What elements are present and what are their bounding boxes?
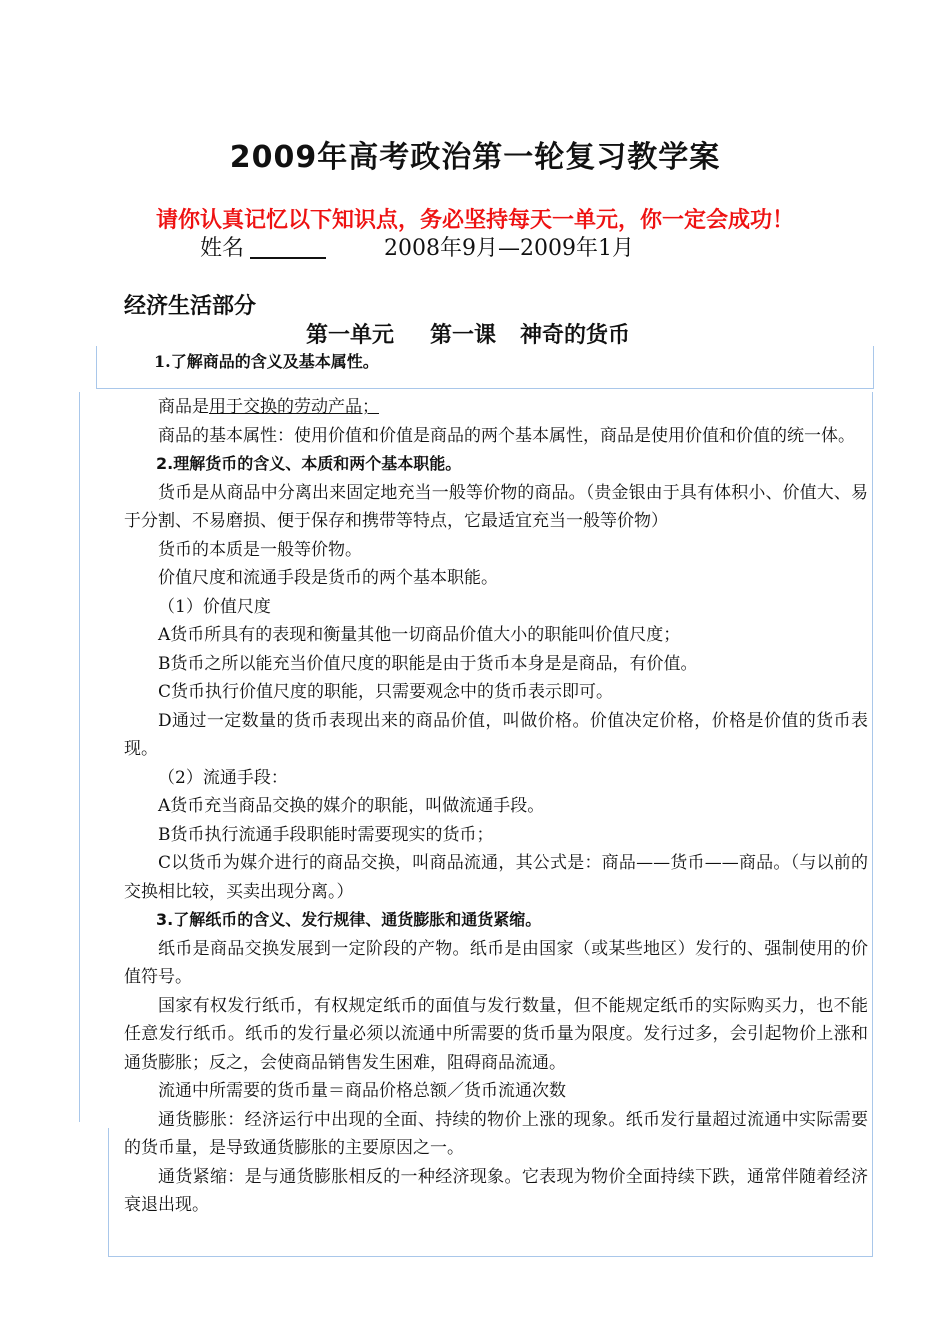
text-span: 商品是 <box>158 397 209 417</box>
name-date-line <box>200 231 634 262</box>
paragraph: 货币的本质是一般等价物。 <box>158 539 362 560</box>
paragraph: 纸币是商品交换发展到一定阶段的产物。纸币是由国家（或某些地区）发行的、强制使用的价值符号。 <box>124 938 868 987</box>
name-label: 姓名 <box>200 236 245 261</box>
date-range: 2008年9月—2009年1月 <box>384 236 634 261</box>
motto-text: 请你认真记忆以下知识点，务必坚持每天一单元，你一定会成功！ <box>155 208 794 233</box>
paragraph: C货币执行价值尺度的职能，只需要观念中的货币表示即可。 <box>158 682 614 702</box>
paragraph: 通货膨胀：经济运行中出现的全面、持续的物价上涨的现象。纸币发行量超过流通中实际需要的货币量，是导致通货膨胀的主要原因之一。 <box>124 1109 868 1158</box>
lesson-title: 神奇的货币 <box>520 323 631 348</box>
paragraph: 货币是从商品中分离出来固定地充当一般等价物的商品。（贵金银由于具有体积小、价值大、易于分割、不易磨损、便于保存和携带等特点，它最适宜充当一般等价物） <box>124 482 868 531</box>
paragraph: B货币执行流通手段职能时需要现实的货币； <box>158 824 494 845</box>
paragraph: 流通中所需要的货币量＝商品价格总额／货币流通次数 <box>158 1081 566 1101</box>
paragraph: B货币之所以能充当价值尺度的职能是由于货币本身是是商品，有价值。 <box>158 653 698 674</box>
paragraph: 价值尺度和流通手段是货币的两个基本职能。 <box>158 568 498 588</box>
unit-heading <box>306 318 630 349</box>
paragraph: A货币所具有的表现和衡量其他一切商品价值大小的职能叫价值尺度； <box>158 625 681 645</box>
underlined-text: 用于交换 <box>209 397 277 417</box>
heading-2: 2.理解货币的含义、本质和两个基本职能。 <box>156 454 462 473</box>
lesson-label: 第一课 <box>430 323 497 348</box>
underlined-text: 的 <box>277 397 294 417</box>
paragraph: （2）流通手段： <box>158 767 288 788</box>
paragraph: A货币充当商品交换的媒介的职能，叫做流通手段。 <box>158 796 545 816</box>
page-title: 2009年高考政治第一轮复习教学案 <box>229 140 721 175</box>
section-title: 经济生活部分 <box>124 294 257 319</box>
paragraph: （1）价值尺度 <box>158 596 271 617</box>
underlined-text: 劳动产品； <box>294 397 379 417</box>
paragraph: D通过一定数量的货币表现出来的商品价值，叫做价格。价值决定价格，价格是价值的货币表现。 <box>124 710 868 759</box>
name-blank <box>250 237 326 259</box>
paragraph: 商品的基本属性：使用价值和价值是商品的两个基本属性，商品是使用价值和价值的统一体。 <box>158 425 855 446</box>
paragraph: 通货紧缩：是与通货膨胀相反的一种经济现象。它表现为物价全面持续下跌，通常伴随着经济衰退出现。 <box>124 1166 868 1215</box>
heading-3: 3.了解纸币的含义、发行规律、通货膨胀和通货紧缩。 <box>156 910 542 929</box>
paragraph <box>124 393 868 422</box>
paragraph: C以货币为媒介进行的商品交换，叫商品流通，其公式是：商品——货币——商品。（与以前的交换相比较，买卖出现分离。） <box>124 853 868 902</box>
frame-line-left <box>79 392 80 1122</box>
unit-label: 第一单元 <box>306 323 395 348</box>
body-text <box>124 393 868 1220</box>
heading-1: 1.了解商品的含义及基本属性。 <box>154 352 379 371</box>
paragraph: 国家有权发行纸币，有权规定纸币的面值与发行数量，但不能规定纸币的实际购买力，也不能任意发行纸币。纸币的发行量必须以流通中所需要的货币量为限度。发行过多，会引起物价上涨和通货膨胀；反之，会使商品销售发生困难，阻碍商品流通。 <box>124 995 868 1073</box>
